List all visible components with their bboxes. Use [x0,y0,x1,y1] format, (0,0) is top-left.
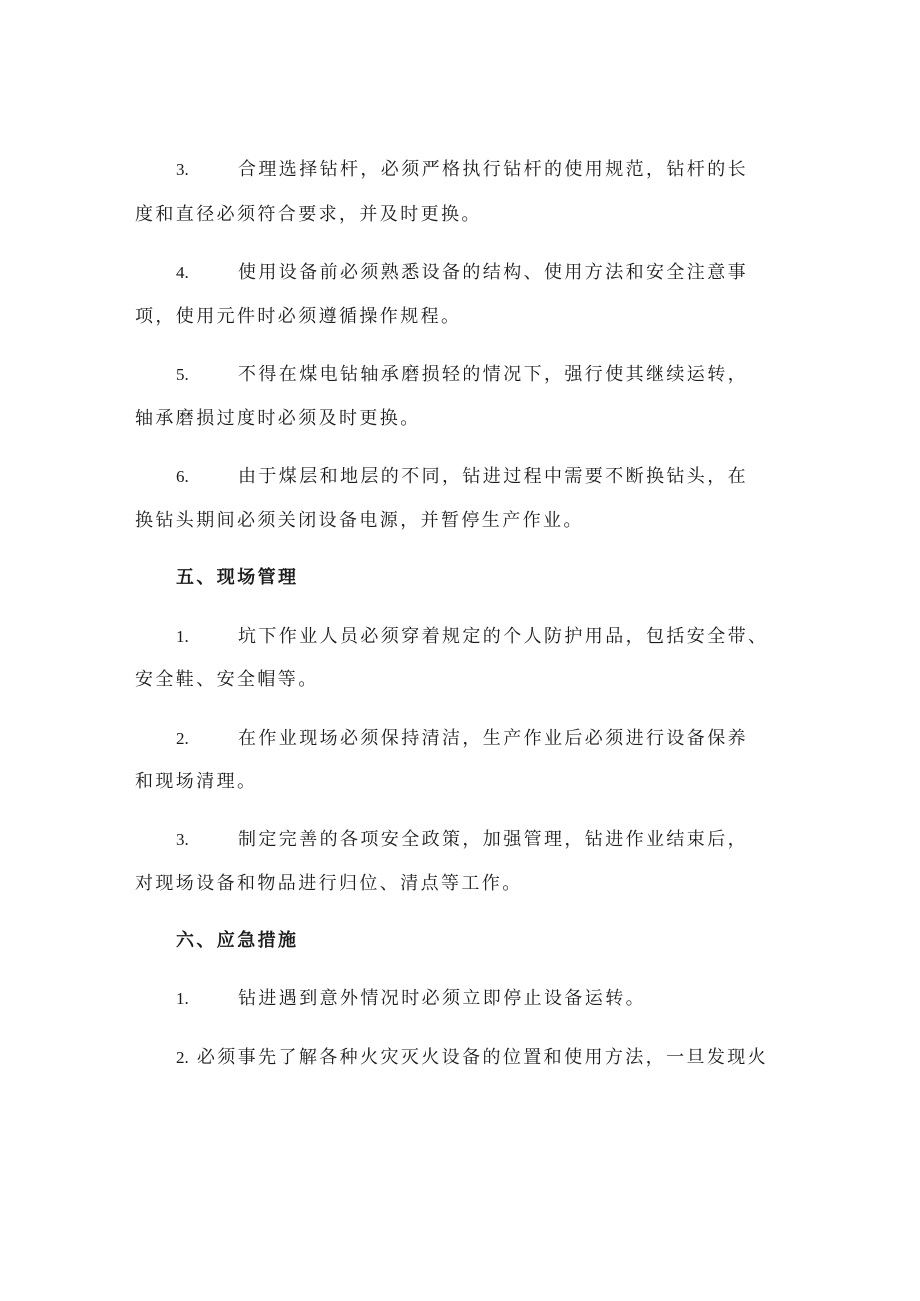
section-6-heading: 六、应急措施 [176,930,299,951]
item-text-line1: 坑下作业人员必须穿着规定的个人防护用品，包括安全带、 [238,626,769,647]
item-number: 3. [176,830,189,849]
item-text-line1: 不得在煤电钻轴承磨损轻的情况下，强行使其继续运转， [238,364,748,385]
item-text-line1: 钻进遇到意外情况时必须立即停止设备运转。 [238,988,646,1009]
item-text-line2: 轴承磨损过度时必须及时更换。 [135,408,421,429]
item-text-line1 [176,1047,768,1069]
item-text-line1: 合理选择钻杆，必须严格执行钻杆的使用规范，钻杆的长 [238,159,748,180]
item-text-line2: 项，使用元件时必须遵循操作规程。 [135,306,462,327]
item-number: 2. [176,729,189,748]
item-number: 4. [176,263,189,282]
item-text-line1: 使用设备前必须熟悉设备的结构、使用方法和安全注意事 [238,262,748,283]
item-number: 2. [176,1048,189,1067]
item-number: 5. [176,365,189,384]
section-5-heading: 五、现场管理 [176,567,299,588]
item-number: 6. [176,467,189,486]
item-text: 必须事先了解各种火灾灭火设备的位置和使用方法，一旦发现火 [196,1047,769,1068]
item-text-line2: 和现场清理。 [135,771,258,792]
item-text-line2: 对现场设备和物品进行归位、清点等工作。 [135,873,523,894]
item-text-line2: 换钻头期间必须关闭设备电源，并暂停生产作业。 [135,510,584,531]
item-text-line1: 由于煤层和地层的不同，钻进过程中需要不断换钻头，在 [238,466,748,487]
item-text-line1: 在作业现场必须保持清洁，生产作业后必须进行设备保养 [238,728,748,749]
item-number: 1. [176,989,189,1008]
item-text-line2: 度和直径必须符合要求，并及时更换。 [135,204,482,225]
item-text-line1: 制定完善的各项安全政策，加强管理，钻进作业结束后， [238,829,748,850]
item-text-line2: 安全鞋、安全帽等。 [135,669,319,690]
item-number: 3. [176,160,189,179]
item-number: 1. [176,627,189,646]
